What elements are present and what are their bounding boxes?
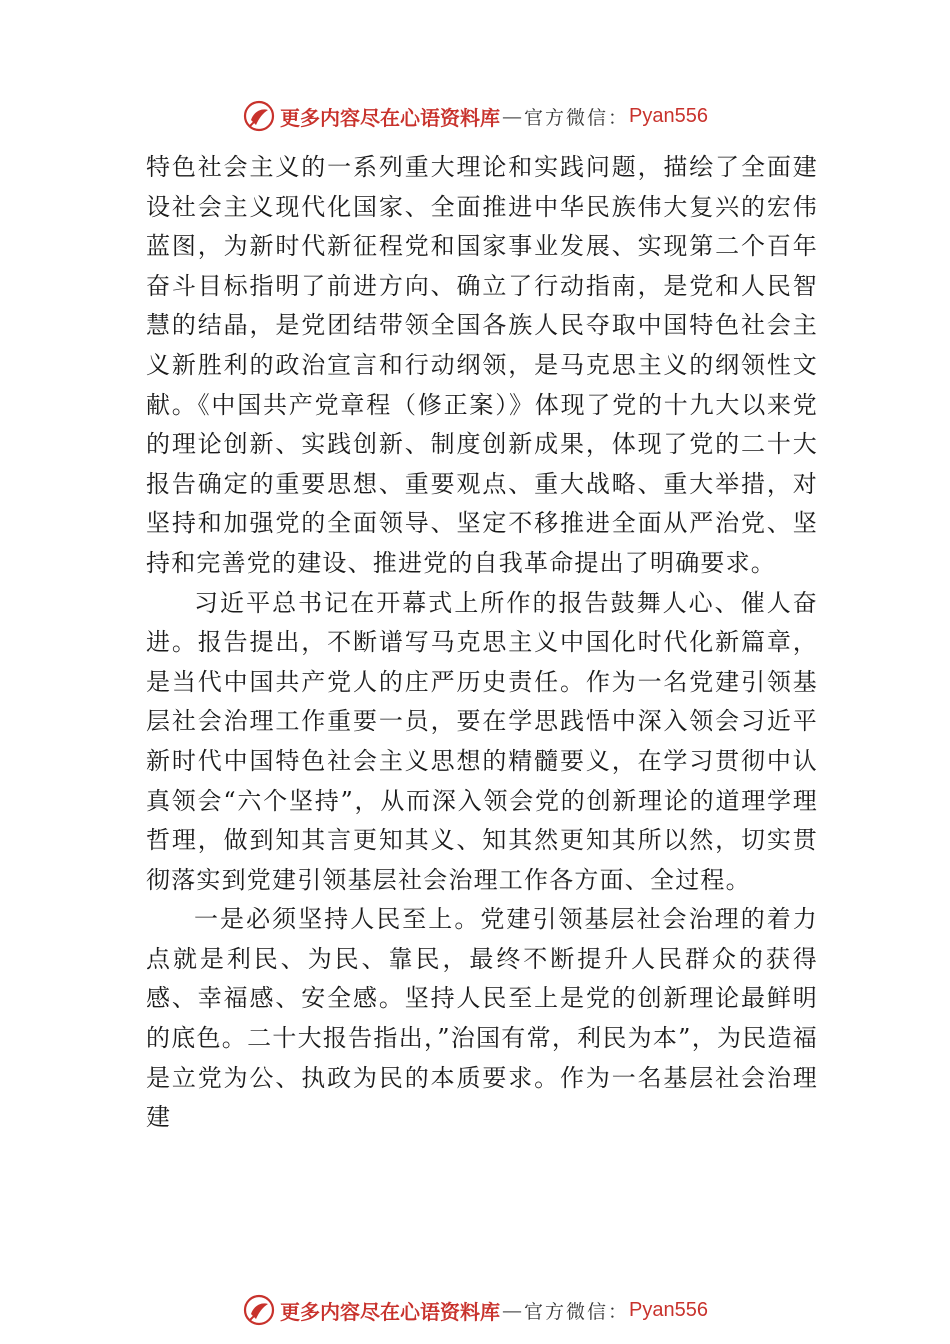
footer-wechat-id: Pyan556 <box>629 1298 708 1321</box>
footer-brand-text: 更多内容尽在心语资料库 <box>280 1299 500 1324</box>
footer-separator: — <box>502 1298 522 1322</box>
header-brand-text: 更多内容尽在心语资料库 <box>280 105 500 130</box>
footer-wechat-label: 官方微信： <box>524 1300 630 1323</box>
paragraph-1: 特色社会主义的一系列重大理论和实践问题，描绘了全面建设社会主义现代化国家、全面推进中华民族伟大复兴的宏伟蓝图，为新时代新征程党和国家事业发展、实现第二个百年奋斗目标指明了前进方向、确立了行动指南，是党和人民智慧的结晶，是党团结带领全国各族人民夺取中国特色社会主义新胜利的政治宣言和行动纲领，是马克思主义的纲领性文献。《中国共产党章程（修正案）》体现了党的十九大以来党的理论创新、实践创新、制度创新成果，体现了党的二十大报告确定的重要思想、重要观点、重大战略、重大举措，对坚持和加强党的全面领导、坚定不移推进全面从严治党、坚持和完善党的建设、推进党的自我革命提出了明确要求。 <box>146 153 818 577</box>
header-separator: — <box>502 104 522 128</box>
header-wechat-label: 官方微信： <box>524 106 630 129</box>
brand-logo-icon <box>242 99 276 133</box>
paragraph-3: 一是必须坚持人民至上。党建引领基层社会治理的着力点就是利民、为民、靠民，最终不断提升人民群众的获得感、幸福感、安全感。坚持人民至上是党的创新理论最鲜明的底色。二十大报告指出，”治国有常，利民为本”，为民造福是立党为公、执政为民的本质要求。作为一名基层社会治理建 <box>146 905 818 1132</box>
paragraph-2: 习近平总书记在开幕式上所作的报告鼓舞人心、催人奋进。报告提出，不断谱写马克思主义中国化时代化新篇章， 是当代中国共产党人的庄严历史责任。作为一名党建引领基层社会治理工作重要一员，要在学思践悟中深入领会习近平新时代中国特色社会主义思想的精髓要义，在学习贯彻中认真领会“六个坚持”，从而深入领会党的创新理论的道理学理哲理，做到知其言更知其义、知其然更知其所以然，切实贯彻落实到党建引领基层社会治理工作各方面、全过程。 <box>146 588 818 894</box>
document-body <box>146 148 818 1138</box>
footer-banner <box>0 1290 950 1330</box>
header-wechat-id: Pyan556 <box>629 104 708 127</box>
header-banner <box>0 96 950 136</box>
brand-logo-icon <box>242 1293 276 1327</box>
